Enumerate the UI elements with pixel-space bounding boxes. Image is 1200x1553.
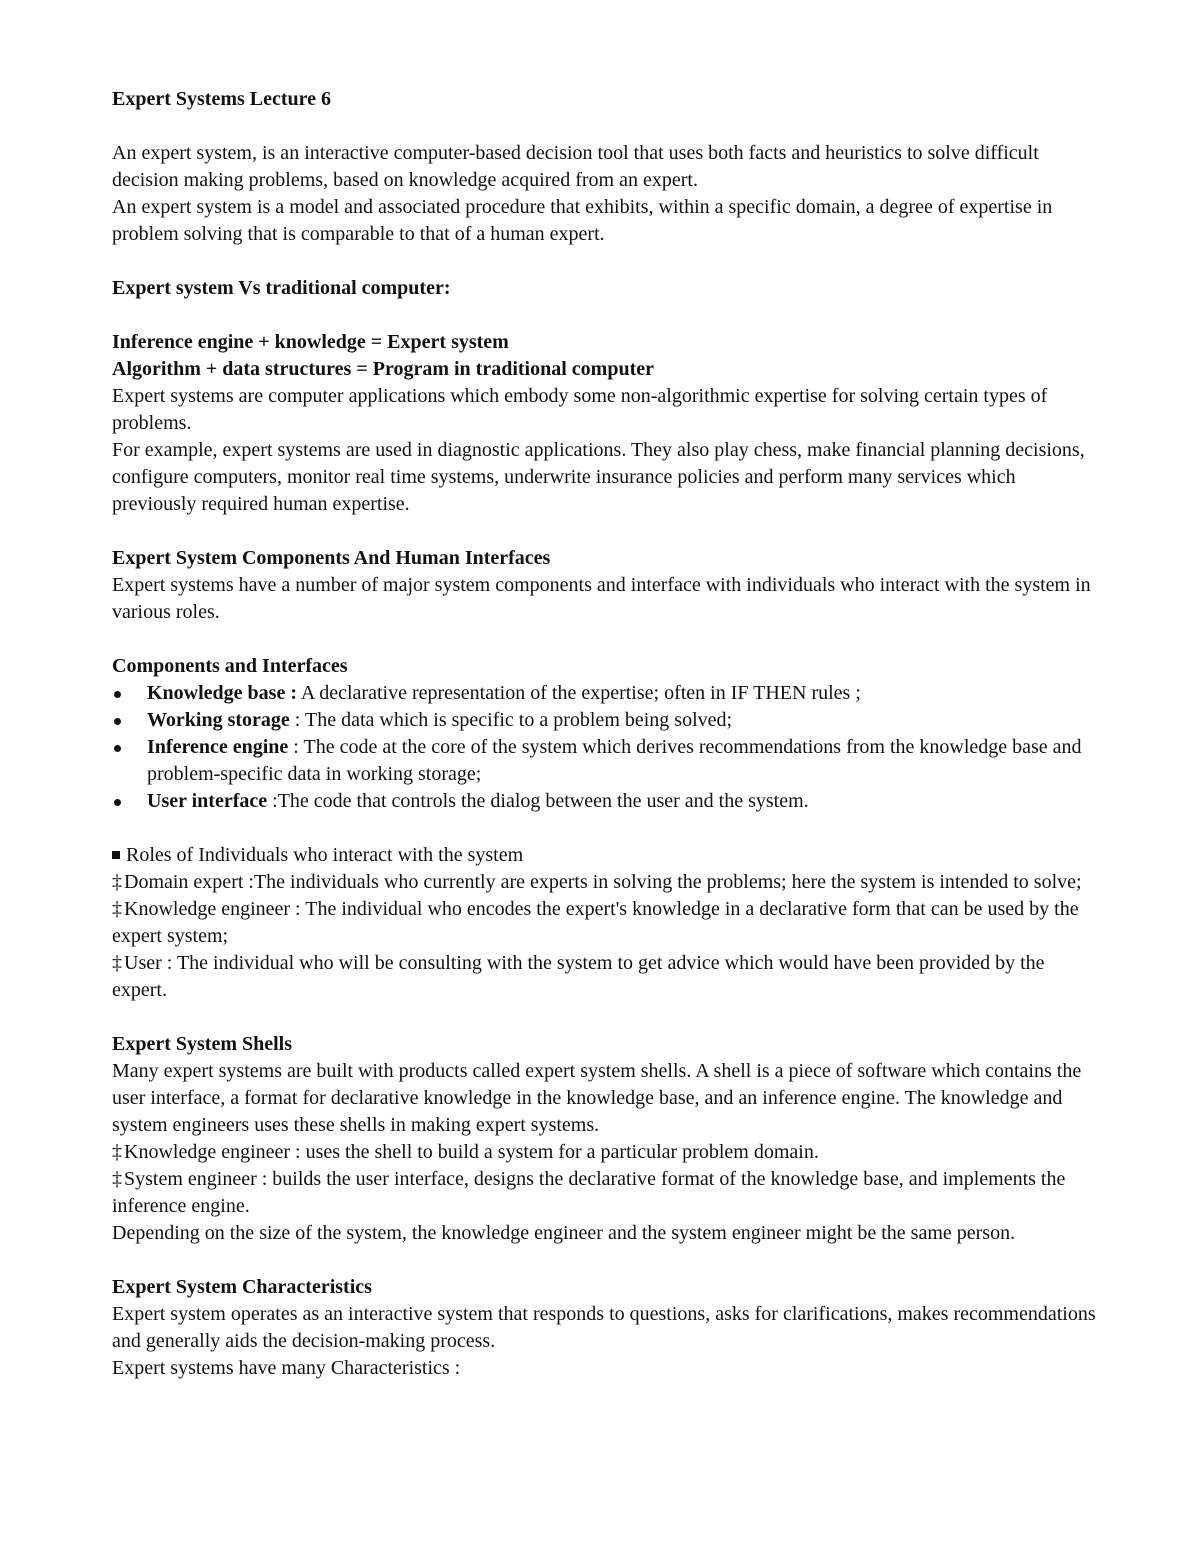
characteristics-paragraph-2: Expert systems have many Characteristics : <box>112 1357 461 1379</box>
role-item <box>112 869 1100 896</box>
bullet-icon <box>114 799 121 806</box>
list-item-term: Working storage <box>147 709 290 731</box>
bullet-icon <box>114 718 121 725</box>
square-bullet-icon <box>112 851 120 859</box>
shell-role-text: Knowledge engineer : uses the shell to build a system for a particular problem domain. <box>124 1141 819 1163</box>
list-item-desc: :The code that controls the dialog between the user and the system. <box>267 790 809 812</box>
vs-paragraph-1: Expert systems are computer applications which embody some non-algorithmic expertise for solving certain types of problems. <box>112 385 1048 434</box>
dagger-icon: ‡ <box>112 952 122 974</box>
bullet-icon <box>114 691 121 698</box>
dagger-icon: ‡ <box>112 1168 122 1190</box>
role-item-text: User : The individual who will be consulting with the system to get advice which would have been provided by the expert. <box>112 952 1045 1001</box>
intro-paragraph-1: An expert system, is an interactive computer-based decision tool that uses both facts and heuristics to solve difficult decision making problems, based on knowledge acquired from an expert. <box>112 142 1039 191</box>
list-item <box>112 707 1100 734</box>
roles-heading-text: Roles of Individuals who interact with the system <box>126 844 524 866</box>
roles-heading <box>112 842 1100 869</box>
formula-traditional-program: Algorithm + data structures = Program in traditional computer <box>112 358 654 380</box>
vs-paragraph-2: For example, expert systems are used in diagnostic applications. They also play chess, make financial planning decisions, configure computers, monitor real time systems, underwrite insurance policies and perform many services which previously required human expertise. <box>112 439 1085 515</box>
dagger-icon: ‡ <box>112 871 122 893</box>
list-item-desc: A declarative representation of the expertise; often in IF THEN rules ; <box>297 682 861 704</box>
role-item-text: Knowledge engineer : The individual who encodes the expert's knowledge in a declarative form that can be used by the expert system; <box>112 898 1079 947</box>
list-item <box>112 788 1100 815</box>
dagger-icon: ‡ <box>112 898 122 920</box>
role-item-text: Domain expert :The individuals who currently are experts in solving the problems; here the system is intended to solve; <box>124 871 1082 893</box>
components-paragraph: Expert systems have a number of major system components and interface with individuals who interact with the system in various roles. <box>112 574 1091 623</box>
list-item <box>112 680 1100 707</box>
list-item-term: Knowledge base : <box>147 682 297 704</box>
role-item <box>112 896 1100 950</box>
shell-role-text: System engineer : builds the user interface, designs the declarative format of the knowledge base, and implements the inference engine. <box>112 1168 1066 1217</box>
shells-paragraph: Many expert systems are built with products called expert system shells. A shell is a piece of software which contains the user interface, a format for declarative knowledge in the knowledge base, and an inference engine. The knowledge and system engineers uses these shells in making expert systems. <box>112 1060 1082 1136</box>
list-item <box>112 734 1100 788</box>
list-item-desc: : The data which is specific to a problem being solved; <box>289 709 733 731</box>
interfaces-heading: Components and Interfaces <box>112 655 348 677</box>
intro-paragraph-2: An expert system is a model and associated procedure that exhibits, within a specific domain, a degree of expertise in problem solving that is comparable to that of a human expert. <box>112 196 1053 245</box>
list-item-desc: : The code at the core of the system which derives recommendations from the knowledge base and problem-specific data in working storage; <box>147 736 1082 785</box>
dagger-icon: ‡ <box>112 1141 122 1163</box>
list-item-term: Inference engine <box>147 736 289 758</box>
role-item <box>112 950 1100 1004</box>
characteristics-heading: Expert System Characteristics <box>112 1276 372 1298</box>
list-item-term: User interface <box>147 790 268 812</box>
shell-role-item <box>112 1139 1100 1166</box>
interfaces-list <box>112 680 1100 815</box>
characteristics-paragraph-1: Expert system operates as an interactive system that responds to questions, asks for clarifications, makes recommendations and generally aids the decision-making process. <box>112 1303 1096 1352</box>
components-heading: Expert System Components And Human Interfaces <box>112 547 551 569</box>
shells-heading: Expert System Shells <box>112 1033 292 1055</box>
vs-heading: Expert system Vs traditional computer: <box>112 277 451 299</box>
document-title: Expert Systems Lecture 6 <box>112 88 332 110</box>
shells-closing-paragraph: Depending on the size of the system, the knowledge engineer and the system engineer might be the same person. <box>112 1222 1016 1244</box>
bullet-icon <box>114 745 121 752</box>
formula-expert-system: Inference engine + knowledge = Expert system <box>112 331 509 353</box>
shell-role-item <box>112 1166 1100 1220</box>
